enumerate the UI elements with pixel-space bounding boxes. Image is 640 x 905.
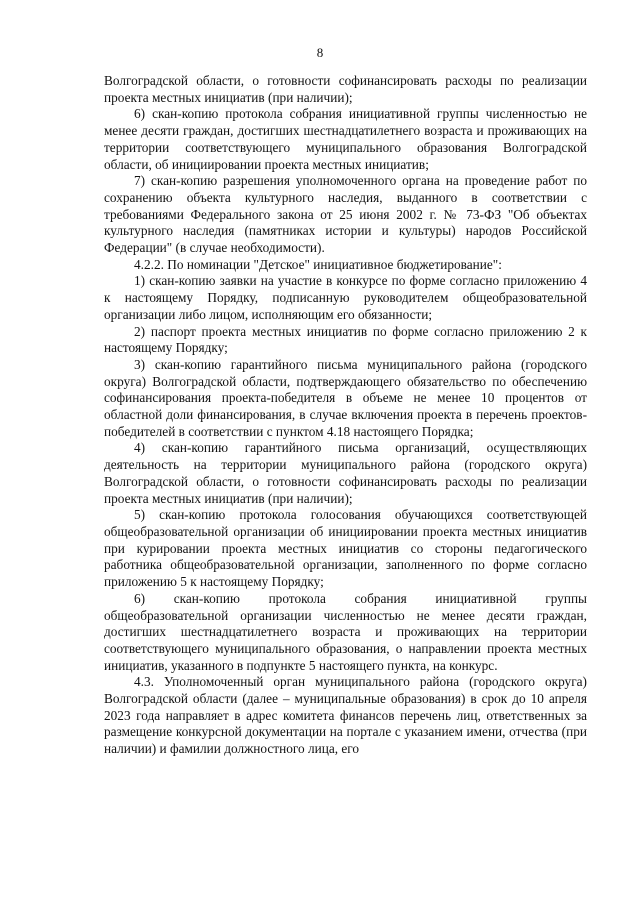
paragraph: 2) паспорт проекта местных инициатив по форме согласно приложению 2 к настоящему Порядку; <box>104 323 587 356</box>
page-number: 8 <box>316 45 324 60</box>
paragraph: 7) скан-копию разрешения уполномоченного органа на проведение работ по сохранению объекта культурного наследия, выданного в соответствии с требованиями Федерального закона от 25 июня 2002 г. № 73-ФЗ "Об объектах культурного наследия (памятниках истории и культуры) народов Российской Федерации" (в случае необходимости). <box>104 173 587 256</box>
paragraph: 1) скан-копию заявки на участие в конкурсе по форме согласно приложению 4 к настоящему Порядку, подписанную руководителем общеобразовательной организации либо лицом, исполняющим его обязанности; <box>104 273 587 322</box>
paragraph: 5) скан-копию протокола голосования обучающихся соответствующей общеобразовательной организации об инициировании проекта местных инициатив при курировании проекта местных инициатив со стороны педагогического работника общеобразовательной организации, заполненного по форме согласно приложению 5 к настоящему Порядку; <box>104 507 587 590</box>
paragraph: 6) скан-копию протокола собрания инициативной группы общеобразовательной организации численностью не менее десяти граждан, достигших шестнадцатилетнего возраста и проживающих на территории соответствующего муниципального образования, о направлении проекта местных инициатив, указанного в подпункте 5 настоящего пункта, на конкурс. <box>104 590 587 673</box>
document-body <box>104 73 587 758</box>
paragraph: 6) скан-копию протокола собрания инициативной группы численностью не менее десяти граждан, достигших шестнадцатилетнего возраста и проживающих на территории соответствующего муниципального образования Волгоградской области, об инициировании проекта местных инициатив; <box>104 106 587 172</box>
paragraph: 4.3. Уполномоченный орган муниципального района (городского округа) Волгоградской области (далее – муниципальные образования) в срок до 10 апреля 2023 года направляет в адрес комитета финансов перечень лиц, ответственных за размещение конкурсной документации на портале с указанием имени, отчества (при наличии) и фамилии должностного лица, его <box>104 674 587 757</box>
paragraph: Волгоградской области, о готовности софинансировать расходы по реализации проекта местных инициатив (при наличии); <box>104 73 587 105</box>
paragraph: 4.2.2. По номинации "Детское" инициативное бюджетирование": <box>134 256 502 272</box>
paragraph: 4) скан-копию гарантийного письма организаций, осуществляющих деятельность на территории муниципального района (городского округа) Волгоградской области, о готовности софинансировать расходы по реализации проекта местных инициатив (при наличии); <box>104 440 587 506</box>
paragraph: 3) скан-копию гарантийного письма муниципального района (городского округа) Волгоградской области, подтверждающего обязательство по обеспечению софинансирования проекта-победителя в объеме не менее 10 процентов от областной доли финансирования, в случае включения проекта в перечень проектов-победителей в соответствии с пунктом 4.18 настоящего Порядка; <box>104 356 587 439</box>
